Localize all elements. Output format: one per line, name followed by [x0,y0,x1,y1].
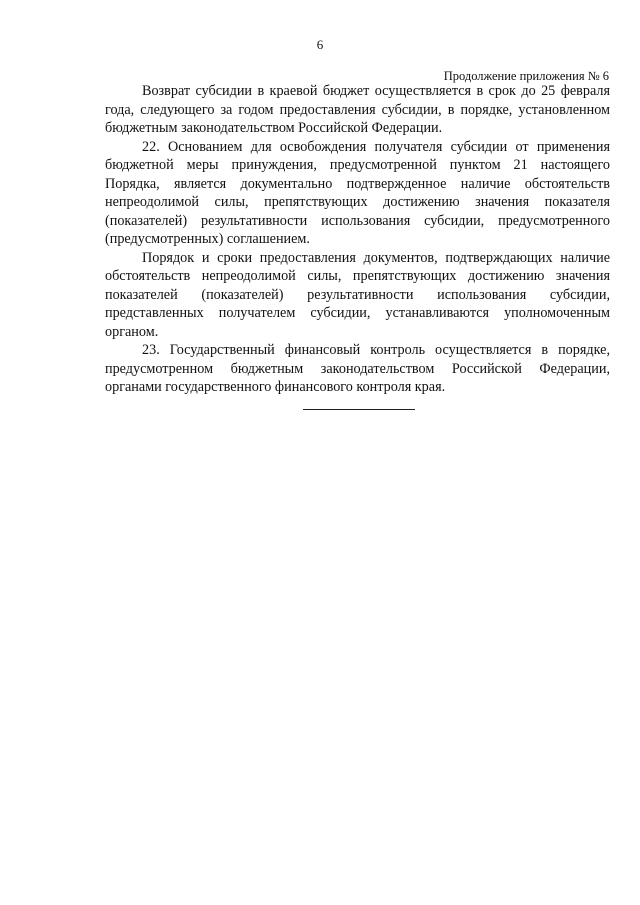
paragraph-23-financial-control: 23. Государственный финансовый контроль осуществляется в порядке, предусмотренном бюджетным законодательством Российской Федерации, органами государственного финансового контроля края. [105,342,610,395]
document-body [105,82,610,397]
paragraph-documents-procedure: Порядок и сроки предоставления документов, подтверждающих наличие обстоятельств непреодолимой силы, препятствующих достижению значения показателей (показателей) результативности использования субсидии, представленных получателем субсидии, устанавливаются уполномоченным органом. [105,249,610,340]
appendix-continuation-note: Продолжение приложения № 6 [443,69,609,83]
paragraph-subsidy-return: Возврат субсидии в краевой бюджет осуществляется в срок до 25 февраля года, следующего за годом предоставления субсидии, в порядке, установленном бюджетным законодательством Российской Федерации. [105,83,610,136]
page-number: 6 [316,37,324,52]
end-separator-line [303,409,415,410]
paragraph-22-release-grounds: 22. Основанием для освобождения получателя субсидии от применения бюджетной меры принуждения, предусмотренной пунктом 21 настоящего Порядка, является документально подтвержденное наличие обстоятельств непреодолимой силы, препятствующих достижению значения показателя (показателей) результативности использования субсидии, предусмотренного (предусмотренных) соглашением. [105,138,610,247]
